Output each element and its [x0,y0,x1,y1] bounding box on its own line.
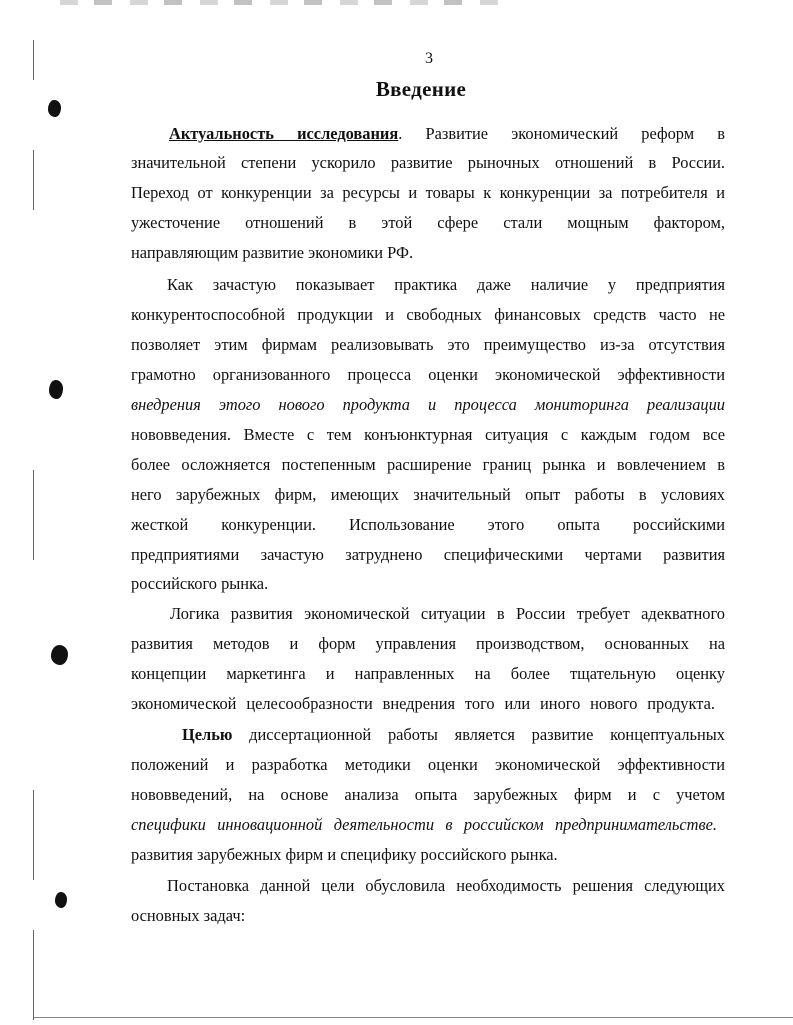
paragraph-4-line: Целью диссертационной работы является развитие концептуальных [182,725,725,744]
paragraph-2-line: Как зачастую показывает практика даже наличие у предприятия [167,275,725,294]
scan-margin-line [33,930,34,1020]
paragraph-5-line: основных задач: [131,906,246,925]
paragraph-1-line: ужесточение отношений в этой сфере стали мощным фактором, [131,213,725,232]
paragraph-1-line: значительной степени ускорило развитие рыночных отношений в России. [131,153,725,172]
scan-bleed-top [60,0,500,5]
paragraph-2-line: внедрения этого нового продукта и процесса мониторинга реализации [131,395,725,414]
paragraph-5-line: Постановка данной цели обусловила необходимость решения следующих [167,876,725,895]
scan-bottom-rule [34,1017,793,1018]
paragraph-3-line: развития методов и форм управления производством, основанных на [131,634,725,653]
paragraph-3-line: концепции маркетинга и направленных на более тщательную оценку [131,664,725,683]
paragraph-2-line: конкурентоспособной продукции и свободных финансовых средств часто не [131,305,725,324]
paragraph-3-line: экономической целесообразности внедрения того или иного нового продукта. [131,694,715,713]
paragraph-4-line: специфики инновационной деятельности в российском предпринимательстве. [131,815,717,834]
paragraph-2-line: него зарубежных фирм, имеющих значительный опыт работы в условиях [131,485,725,504]
paragraph-2-line: жесткой конкуренции. Использование этого опыта российскими [131,515,725,534]
punch-hole-icon [48,100,61,117]
punch-hole-icon [51,645,68,665]
paragraph-3-line: Логика развития экономической ситуации в России требует адекватного [170,604,725,623]
paragraph-4-line: положений и разработка методики оценки экономической эффективности [131,755,725,774]
scan-margin-line [33,470,34,560]
paragraph-lead: Целью [182,725,233,744]
paragraph-2-line: нововведения. Вместе с тем конъюнктурная ситуация с каждым годом все [131,425,725,444]
page-number: 3 [425,50,433,67]
page-title: Введение [375,77,467,101]
paragraph-1-line: направляющим развитие экономики РФ. [131,243,414,262]
punch-hole-icon [49,380,63,399]
paragraph-2-line: грамотно организованного процесса оценки экономической эффективности [131,365,725,384]
paragraph-2-line: более осложняется постепенным расширение границ рынка и вовлечением в [131,455,725,474]
paragraph-2-line: российского рынка. [131,574,269,593]
paragraph-2-line: предприятиями зачастую затруднено специфическими чертами развития [131,545,725,564]
punch-hole-icon [55,892,67,908]
paragraph-1-line: Переход от конкуренции за ресурсы и товары к конкуренции за потребителя и [131,183,725,202]
paragraph-2-line: позволяет этим фирмам реализовывать это преимущество из-за отсутствия [131,335,725,354]
scan-margin-line [33,790,34,880]
paragraph-1-line: Актуальность исследования. Развитие экономический реформ в [169,124,725,143]
paragraph-lead: Актуальность исследования [169,124,399,143]
paragraph-4-line: развития зарубежных фирм и специфику российского рынка. [131,845,558,864]
paragraph-4-line: нововведений, на основе анализа опыта зарубежных фирм и с учетом [131,785,725,804]
scan-margin-line [33,150,34,210]
